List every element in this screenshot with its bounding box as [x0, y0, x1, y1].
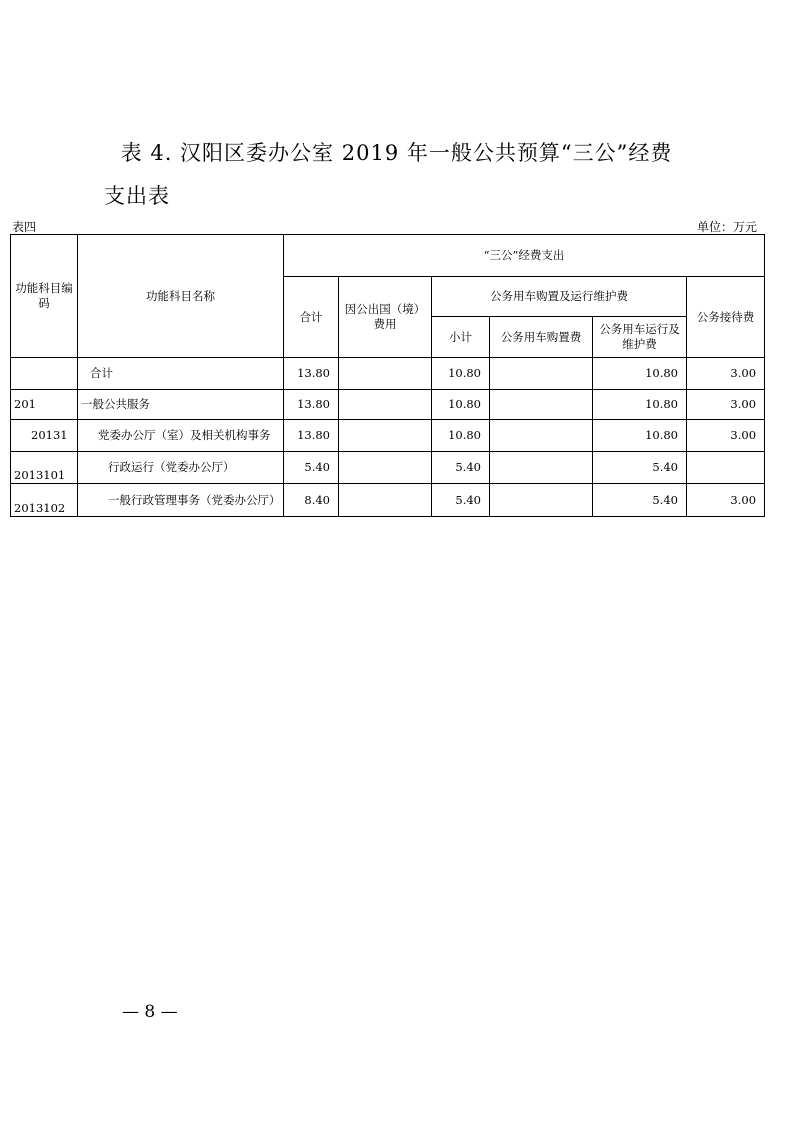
row-abroad — [339, 452, 432, 484]
budget-table — [10, 234, 765, 517]
row-purchase — [490, 390, 593, 420]
header-purchase: 公务用车购置费 — [490, 317, 593, 358]
row-abroad — [339, 420, 432, 452]
row-operation: 10.80 — [593, 358, 687, 390]
row-total: 5.40 — [284, 452, 339, 484]
row-subtotal: 5.40 — [432, 452, 490, 484]
row-reception: 3.00 — [687, 390, 765, 420]
header-code: 功能科目编码 — [11, 235, 78, 358]
row-subtotal: 10.80 — [432, 390, 490, 420]
row-total: 13.80 — [284, 358, 339, 390]
row-total: 13.80 — [284, 420, 339, 452]
row-code — [11, 358, 78, 390]
row-reception: 3.00 — [687, 358, 765, 390]
row-code: 2013101 — [11, 452, 78, 484]
header-operation: 公务用车运行及维护费 — [593, 317, 687, 358]
row-purchase — [490, 358, 593, 390]
row-reception: 3.00 — [687, 420, 765, 452]
row-abroad — [339, 484, 432, 517]
row-abroad — [339, 390, 432, 420]
row-total: 8.40 — [284, 484, 339, 517]
table-label: 表四 — [12, 220, 37, 234]
row-purchase — [490, 420, 593, 452]
row-purchase — [490, 452, 593, 484]
row-operation: 10.80 — [593, 420, 687, 452]
table-row — [11, 390, 765, 420]
header-subtotal: 小计 — [432, 317, 490, 358]
table-row — [11, 452, 765, 484]
row-total: 13.80 — [284, 390, 339, 420]
row-name: 一般公共服务 — [78, 390, 284, 420]
row-subtotal: 10.80 — [432, 420, 490, 452]
row-operation: 5.40 — [593, 484, 687, 517]
row-code: 201 — [11, 390, 78, 420]
row-reception: 3.00 — [687, 484, 765, 517]
header-vehicle: 公务用车购置及运行维护费 — [432, 277, 687, 317]
row-operation: 5.40 — [593, 452, 687, 484]
row-name: 党委办公厅（室）及相关机构事务 — [78, 420, 284, 452]
row-subtotal: 5.40 — [432, 484, 490, 517]
row-abroad — [339, 358, 432, 390]
row-reception — [687, 452, 765, 484]
table-title: 表 4. 汉阳区委办公室 2019 年一般公共预算“三公”经费 — [120, 141, 673, 165]
page-number: — 8 — — [122, 1002, 178, 1022]
header-reception: 公务接待费 — [687, 277, 765, 358]
unit-label: 单位：万元 — [696, 220, 757, 234]
table-row — [11, 484, 765, 517]
row-name: 行政运行（党委办公厅） — [78, 452, 284, 484]
header-abroad: 因公出国（境）费用 — [339, 277, 432, 358]
table-row — [11, 420, 765, 452]
row-code: 2013102 — [11, 484, 78, 517]
table-title-continued: 支出表 — [104, 184, 170, 208]
header-name: 功能科目名称 — [78, 235, 284, 358]
header-sangong: “三公”经费支出 — [284, 235, 765, 277]
row-purchase — [490, 484, 593, 517]
header-total: 合计 — [284, 277, 339, 358]
row-code: 20131 — [11, 420, 78, 452]
row-subtotal: 10.80 — [432, 358, 490, 390]
row-name: 一般行政管理事务（党委办公厅） — [78, 484, 284, 517]
row-name: 合计 — [78, 358, 284, 390]
table-row — [11, 358, 765, 390]
row-operation: 10.80 — [593, 390, 687, 420]
